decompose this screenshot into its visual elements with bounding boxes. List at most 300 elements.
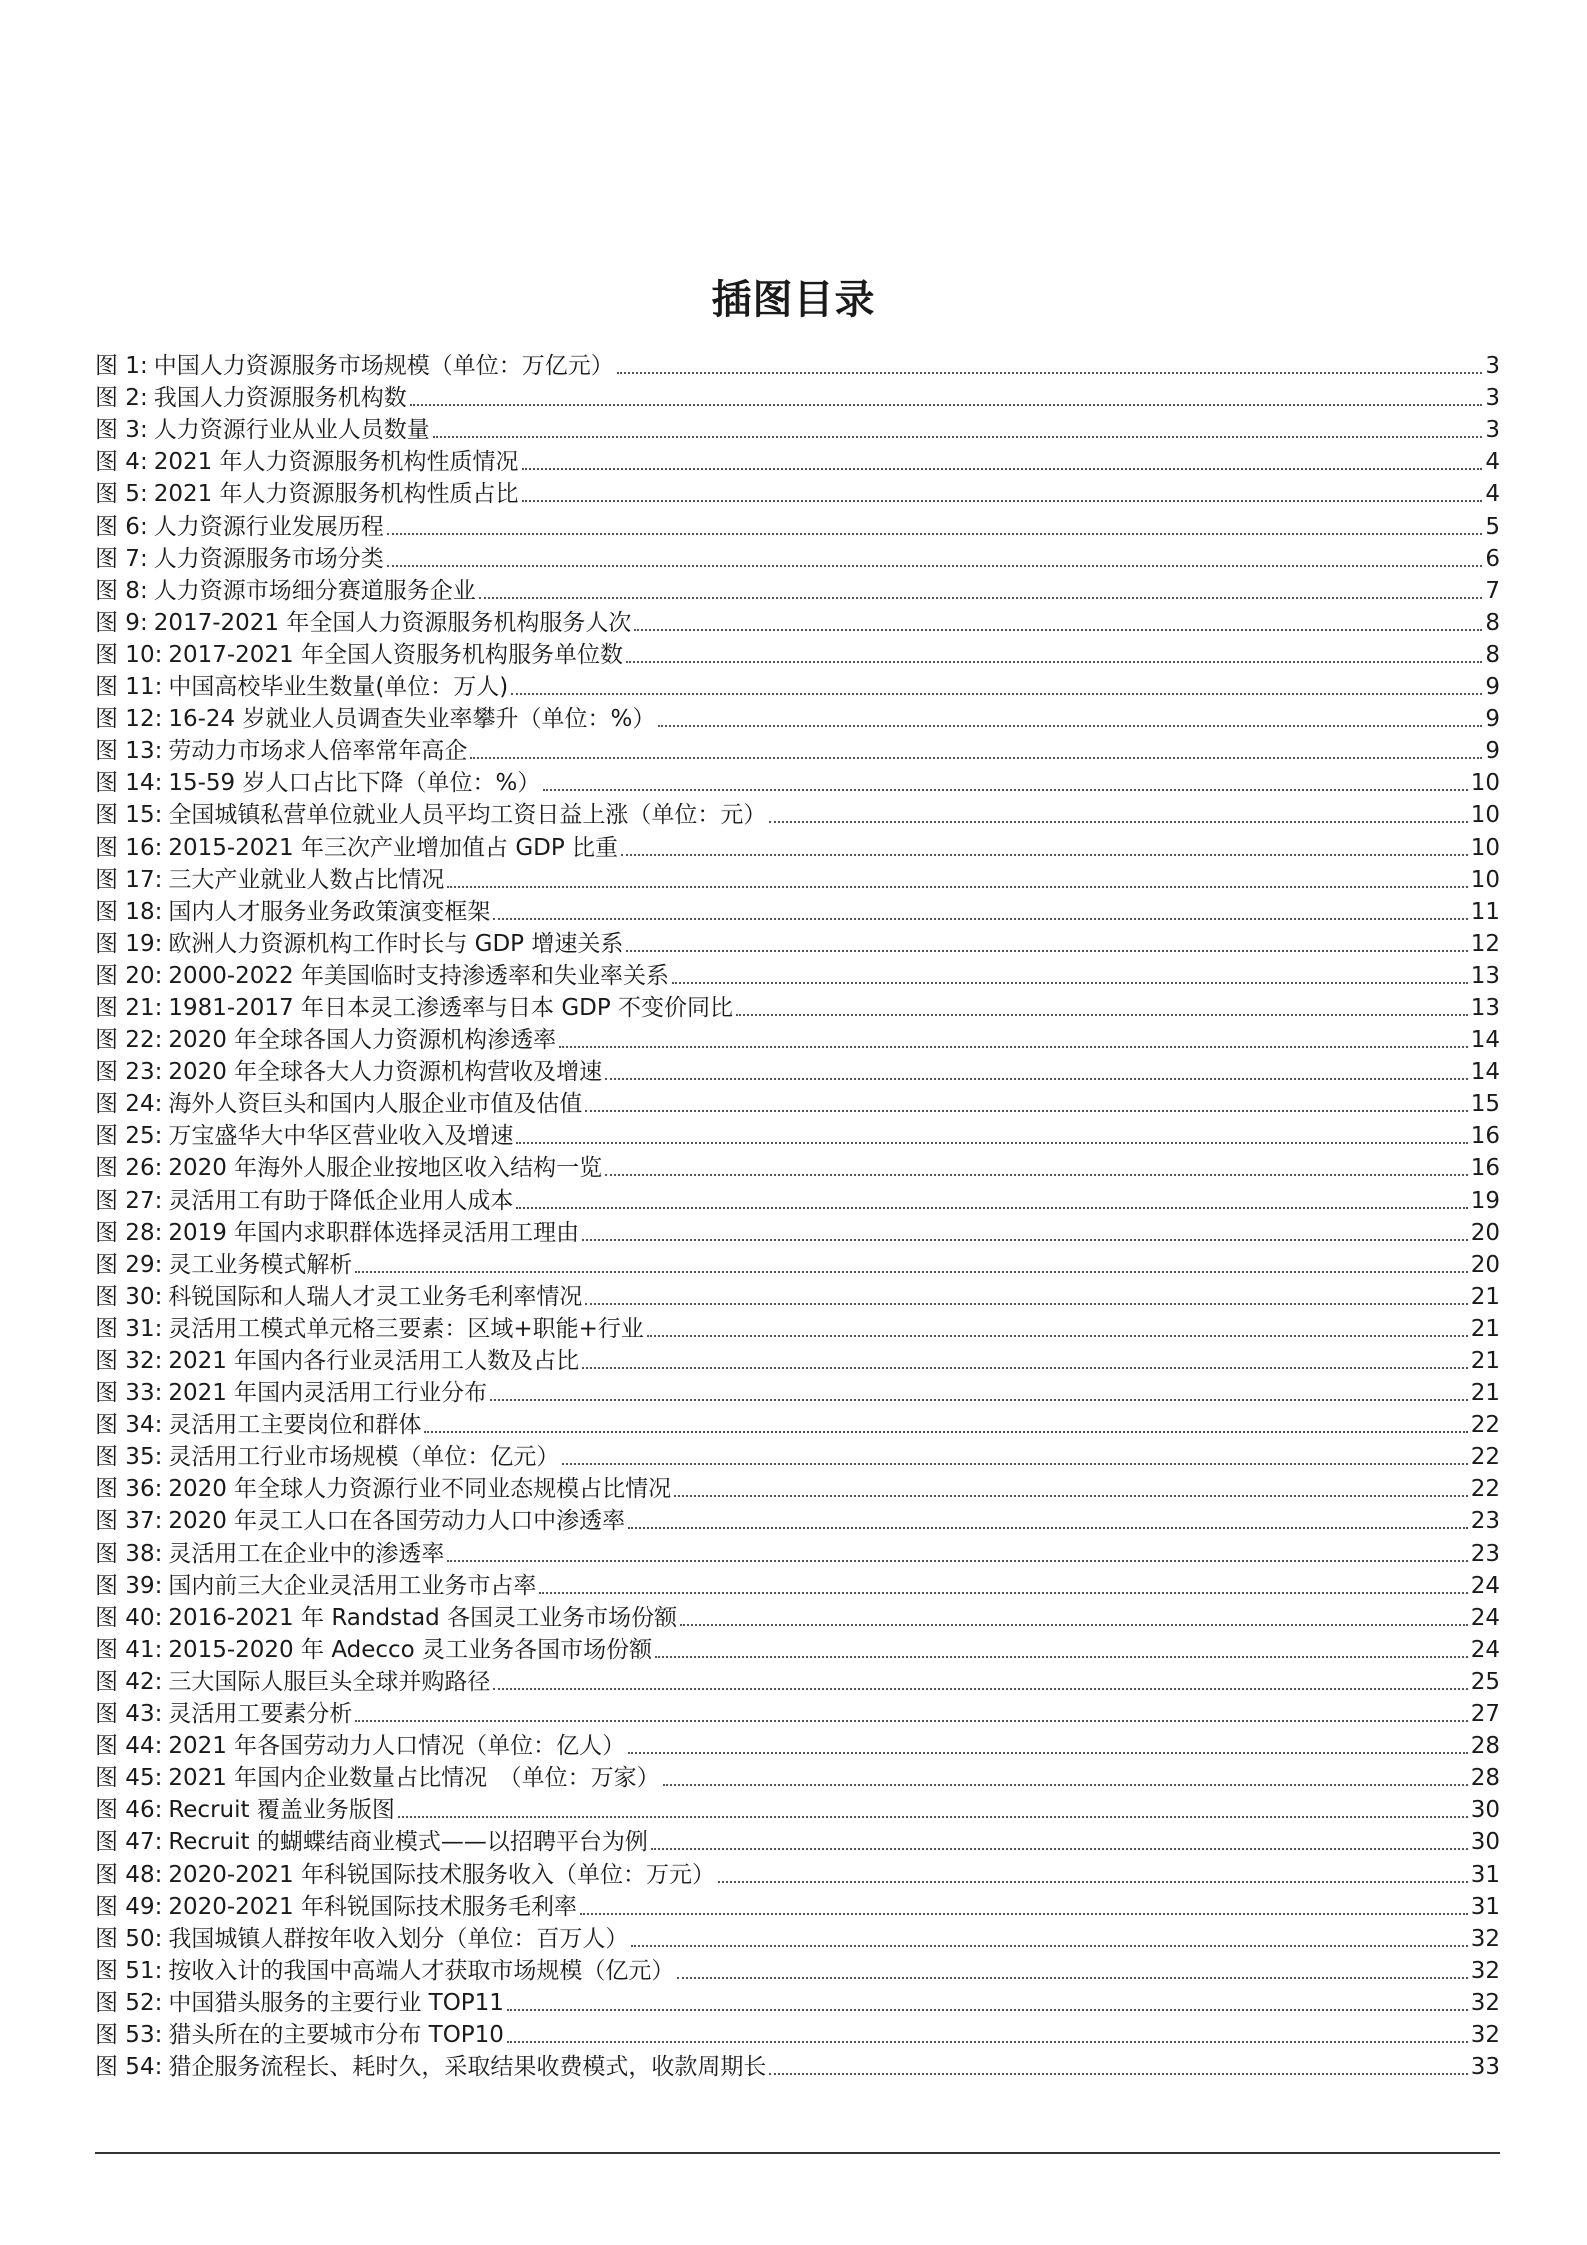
dot-leader [447,886,1467,888]
toc-entry-label [95,1860,715,1890]
page-number: 16 [1470,1155,1500,1182]
toc-entry[interactable] [95,1633,1500,1665]
figure-title: 15-59 岁人口占比下降（单位：%） [168,770,541,797]
page-number: 10 [1470,866,1500,893]
toc-entry-label [95,2020,504,2050]
page-number: 27 [1470,1701,1500,1728]
dot-leader [387,533,1483,535]
figure-title: 16-24 岁就业人员调查失业率攀升（单位：%） [168,706,656,733]
dot-leader [516,1142,1467,1144]
figure-number: 图 10: [95,641,163,668]
toc-entry-label [95,1089,582,1119]
page-number: 24 [1470,1572,1500,1599]
toc-entry[interactable] [95,1280,1500,1312]
figure-title: Recruit 覆盖业务版图 [168,1797,395,1824]
dot-leader [493,918,1467,920]
dot-leader [605,1078,1468,1080]
page-number: 24 [1470,1604,1500,1631]
toc-entry[interactable] [95,1922,1500,1954]
figure-title: 海外人资巨头和国内人服企业市值及估值 [168,1091,583,1118]
dot-leader [543,789,1467,791]
toc-entry[interactable] [95,1504,1500,1536]
dot-leader [387,565,1483,567]
dot-leader [626,661,1482,663]
toc-entry-label [95,833,618,863]
figure-title: 灵活用工行业市场规模（单位：亿元） [168,1444,560,1471]
toc-entry-label [95,865,444,895]
figure-number: 图 46: [95,1797,163,1824]
page-number: 32 [1470,1925,1500,1952]
figure-title: 人力资源市场细分赛道服务企业 [153,577,476,604]
dot-leader [562,1463,1467,1465]
figure-title: 2020-2021 年科锐国际技术服务收入（单位：万元） [168,1861,716,1888]
figure-title: 2021 年国内企业数量占比情况 （单位：万家） [168,1765,660,1792]
toc-entry[interactable] [95,991,1500,1023]
figure-number: 图 1: [95,353,148,380]
figure-number: 图 15: [95,802,163,829]
toc-entry[interactable] [95,895,1500,927]
figure-number: 图 36: [95,1476,163,1503]
dot-leader [605,1174,1468,1176]
toc-entry[interactable] [95,1055,1500,1087]
page-number: 16 [1470,1123,1500,1150]
page-number: 10 [1470,770,1500,797]
figure-number: 图 37: [95,1508,163,1535]
page-number: 24 [1470,1636,1500,1663]
toc-entry[interactable] [95,766,1500,798]
toc-entry[interactable] [95,1761,1500,1793]
page-number: 9 [1485,674,1500,701]
figure-title: 2020 年全球人力资源行业不同业态规模占比情况 [168,1476,672,1503]
page-number: 28 [1470,1733,1500,1760]
figure-title: 2020 年全球各国人力资源机构渗透率 [168,1027,557,1054]
toc-entry[interactable] [95,1151,1500,1183]
toc-entry[interactable] [95,1793,1500,1825]
page-number: 7 [1485,577,1500,604]
page-number: 9 [1485,738,1500,765]
figure-title: 2019 年国内求职群体选择灵活用工理由 [168,1219,580,1246]
toc-entry-label [95,1282,582,1312]
figure-title: 三大产业就业人数占比情况 [168,866,445,893]
figure-number: 图 6: [95,513,148,540]
toc-entry-label [95,1892,577,1922]
toc-entry-label [95,1057,602,1087]
figure-title: 2020 年灵工人口在各国劳动力人口中渗透率 [168,1508,626,1535]
toc-entry[interactable] [95,542,1500,574]
toc-entry-label [95,961,669,991]
dot-leader [582,1367,1468,1369]
figure-number: 图 9: [95,609,148,636]
toc-entry[interactable] [95,863,1500,895]
figure-number: 图 20: [95,962,163,989]
figure-title: 2017-2021 年全国人资服务机构服务单位数 [168,641,624,668]
toc-entry[interactable] [95,1408,1500,1440]
figure-title: 2021 年国内各行业灵活用工人数及占比 [168,1348,580,1374]
toc-entry[interactable] [95,1890,1500,1922]
figure-title: 灵活用工主要岗位和群体 [168,1412,422,1439]
dot-leader [651,1848,1468,1850]
figure-number: 图 28: [95,1219,163,1246]
figure-number: 图 41: [95,1636,163,1663]
page-number: 12 [1470,930,1500,957]
toc-entry-label [95,1442,559,1472]
page-number: 25 [1470,1668,1500,1695]
toc-entry[interactable] [95,702,1500,734]
figure-title: 灵活用工有助于降低企业用人成本 [168,1187,514,1214]
figure-title: 全国城镇私营单位就业人员平均工资日益上涨（单位：元） [168,802,767,829]
toc-entry[interactable] [95,927,1500,959]
toc-entry-label [95,736,467,766]
dot-leader [677,1977,1467,1979]
page-number: 22 [1470,1412,1500,1439]
dot-leader [355,1271,1467,1273]
page-number: 21 [1470,1283,1500,1310]
figure-number: 图 29: [95,1251,163,1278]
dot-leader [628,1527,1468,1529]
figure-number: 图 26: [95,1155,163,1182]
figure-number: 图 18: [95,898,163,925]
toc-entry-label [95,544,384,574]
figure-title: 2021 年各国劳动力人口情况（单位：亿人） [168,1733,626,1760]
figure-title: 我国人力资源服务机构数 [153,385,407,412]
figure-title: 2020 年全球各大人力资源机构营收及增速 [168,1059,603,1086]
figure-number: 图 19: [95,930,163,957]
toc-entry[interactable] [95,1569,1500,1601]
toc-entry-label [95,1314,644,1344]
page-number: 22 [1470,1476,1500,1503]
figure-number: 图 30: [95,1283,163,1310]
toc-entry-label [95,576,476,606]
toc-entry[interactable] [95,1665,1500,1697]
toc-entry-label [95,1250,352,1280]
figure-number: 图 13: [95,738,163,765]
toc-entry-label [95,2052,766,2082]
figure-title: 三大国际人服巨头全球并购路径 [168,1668,491,1695]
toc-entry[interactable] [95,1857,1500,1889]
dot-leader [621,854,1468,856]
toc-entry[interactable] [95,349,1500,381]
toc-entry-label [95,672,508,702]
toc-entry[interactable] [95,1216,1500,1248]
toc-entry-label [95,1635,652,1665]
page-number: 3 [1485,385,1500,412]
dot-leader [507,2009,1468,2011]
toc-entry[interactable] [95,1954,1500,1986]
figure-title: 劳动力市场求人倍率常年高企 [168,738,468,765]
figure-number: 图 35: [95,1444,163,1471]
dot-leader [582,1239,1468,1241]
figure-title: Recruit 的蝴蝶结商业模式——以招聘平台为例 [168,1829,648,1856]
toc-entry[interactable] [95,606,1500,638]
figure-number: 图 2: [95,385,148,412]
page-number: 21 [1470,1315,1500,1342]
page-number: 31 [1470,1861,1500,1888]
figure-number: 图 23: [95,1059,163,1086]
dot-leader [655,1656,1468,1658]
page-number: 6 [1485,545,1500,572]
dot-leader [410,404,1483,406]
toc-entry[interactable] [95,1312,1500,1344]
dot-leader [522,500,1483,502]
toc-entry-label [95,1506,625,1536]
page-number: 4 [1485,481,1500,508]
toc-entry[interactable] [95,1023,1500,1055]
figure-title: 人力资源行业发展历程 [153,513,384,540]
figure-number: 图 40: [95,1604,163,1631]
dot-leader [522,468,1483,470]
figure-number: 图 12: [95,706,163,733]
figure-number: 图 31: [95,1315,163,1342]
figure-number: 图 39: [95,1572,163,1599]
figure-title: 猎企服务流程长、耗时久，采取结果收费模式，收款周期长 [168,2054,767,2081]
toc-entry[interactable] [95,574,1500,606]
toc-entry[interactable] [95,1376,1500,1408]
figure-number: 图 21: [95,994,163,1021]
figure-title: 国内人才服务业务政策演变框架 [168,898,491,925]
toc-entry[interactable] [95,1825,1500,1857]
toc-entry-label [95,1025,556,1055]
toc-entry-label [95,415,430,445]
figure-title: 人力资源服务市场分类 [153,545,384,572]
figure-number: 图 52: [95,1989,163,2016]
page-number: 4 [1485,449,1500,476]
toc-entry[interactable] [95,509,1500,541]
page-number: 8 [1485,641,1500,668]
dot-leader [585,1110,1467,1112]
figure-number: 图 48: [95,1861,163,1888]
page-number: 19 [1470,1187,1500,1214]
figure-title: 2021 年人力资源服务机构性质情况 [153,449,519,476]
figure-number: 图 49: [95,1893,163,1920]
dot-leader [769,2073,1467,2075]
toc-entry-label [95,1186,513,1216]
toc-entry[interactable] [95,1536,1500,1568]
figure-number: 图 44: [95,1733,163,1760]
page-number: 10 [1470,802,1500,829]
toc-entry[interactable] [95,638,1500,670]
figure-number: 图 38: [95,1540,163,1567]
toc-entry-label [95,351,614,381]
figure-number: 图 47: [95,1829,163,1856]
page-number: 13 [1470,962,1500,989]
toc-entry[interactable] [95,1986,1500,2018]
toc-entry[interactable] [95,1344,1500,1376]
page-number: 9 [1485,706,1500,733]
toc-entry-label [95,1474,671,1504]
figure-number: 图 43: [95,1701,163,1728]
toc-entry[interactable] [95,1601,1500,1633]
figure-number: 图 17: [95,866,163,893]
toc-entry-label [95,383,407,413]
figure-number: 图 42: [95,1668,163,1695]
figure-title: 按收入计的我国中高端人才获取市场规模（亿元） [168,1957,675,1984]
dot-leader [718,1881,1468,1883]
toc-entry[interactable] [95,1183,1500,1215]
toc-entry-label [95,704,655,734]
figure-number: 图 25: [95,1123,163,1150]
page-number: 3 [1485,353,1500,380]
dot-leader [617,372,1483,374]
dot-leader [516,1207,1467,1209]
figure-number: 图 54: [95,2054,163,2081]
page-number: 13 [1470,994,1500,1021]
toc-entry-label [95,929,623,959]
figure-title: 2021 年国内灵活用工行业分布 [168,1380,488,1407]
page-title: 插图目录 [711,277,876,323]
figure-title: 猎头所在的主要城市分布 TOP10 [168,2021,504,2048]
toc-entry-label [95,1410,421,1440]
figure-title: 中国高校毕业生数量(单位：万人) [168,674,509,701]
toc-entry[interactable] [95,1440,1500,1472]
dot-leader [736,1014,1468,1016]
page-number: 5 [1485,513,1500,540]
dot-leader [647,1335,1468,1337]
toc-entry[interactable] [95,2018,1500,2050]
page-number: 28 [1470,1765,1500,1792]
page-number: 11 [1470,898,1500,925]
page-number: 33 [1470,2054,1500,2081]
page-number: 32 [1470,1989,1500,2016]
toc-entry[interactable] [95,381,1500,413]
toc-entry-label [95,1956,674,1986]
toc-entry-label [95,1378,487,1408]
toc-entry[interactable] [95,798,1500,830]
dot-leader [580,1913,1468,1915]
figure-number: 图 27: [95,1187,163,1214]
page-number: 22 [1470,1444,1500,1471]
figure-title: 人力资源行业从业人员数量 [153,417,430,444]
toc-entry-label [95,1795,395,1825]
toc-entry-label [95,1763,660,1793]
toc-entry-label [95,447,519,477]
dot-leader [511,693,1482,695]
figure-title: 科锐国际和人瑞人才灵工业务毛利率情况 [168,1283,583,1310]
figure-title: 2020-2021 年科锐国际技术服务毛利率 [168,1893,578,1920]
dot-leader [493,1688,1467,1690]
dot-leader [490,1399,1468,1401]
figure-number: 图 7: [95,545,148,572]
figure-title: 灵活用工要素分析 [168,1701,353,1728]
figure-title: 我国城镇人群按年收入划分（单位：百万人） [168,1925,629,1952]
dot-leader [559,1046,1468,1048]
dot-leader [507,2041,1468,2043]
toc-entry[interactable] [95,2050,1500,2082]
page-number: 8 [1485,609,1500,636]
figure-title: 欧洲人力资源机构工作时长与 GDP 增速关系 [168,930,624,957]
dot-leader [672,982,1468,984]
toc-entry[interactable] [95,670,1500,702]
dot-leader [479,597,1483,599]
toc-entry-label [95,1603,677,1633]
toc-entry[interactable] [95,477,1500,509]
toc-entry[interactable] [95,734,1500,766]
page-number: 31 [1470,1893,1500,1920]
figure-title: 灵活用工模式单元格三要素：区域+职能+行业 [168,1315,644,1342]
page-number: 3 [1485,417,1500,444]
dot-leader [631,1945,1467,1947]
toc-entry[interactable] [95,445,1500,477]
figure-number: 图 32: [95,1348,163,1374]
dot-leader [658,725,1482,727]
dot-leader [424,1431,1467,1433]
figure-title: 2016-2021 年 Randstad 各国灵工业务市场份额 [168,1604,678,1631]
page-number: 23 [1470,1540,1500,1567]
toc-entry-label [95,1218,579,1248]
dot-leader [769,821,1467,823]
toc-entry-label [95,1667,490,1697]
toc-entry[interactable] [95,959,1500,991]
dot-leader [674,1495,1468,1497]
figure-number: 图 16: [95,834,163,861]
figure-title: 2000-2022 年美国临时支持渗透率和失业率关系 [168,962,670,989]
figure-number: 图 34: [95,1412,163,1439]
page-number: 30 [1470,1829,1500,1856]
figure-number: 图 11: [95,674,163,701]
dot-leader [433,436,1483,438]
toc-entry-label [95,1153,602,1183]
page-number: 14 [1470,1059,1500,1086]
toc-entry-label [95,800,766,830]
figure-number: 图 24: [95,1091,163,1118]
toc-entry-label [95,640,623,670]
toc-entry-label [95,1346,579,1376]
toc-entry-label [95,479,519,509]
page-number: 20 [1470,1219,1500,1246]
toc-entry-label [95,993,733,1023]
toc-entry[interactable] [95,1087,1500,1119]
toc-entry-label [95,1924,628,1954]
dot-leader [447,1560,1467,1562]
figure-number: 图 22: [95,1027,163,1054]
dot-leader [585,1303,1467,1305]
toc-entry-label [95,608,631,638]
toc-entry-label [95,512,384,542]
dot-leader [628,1752,1468,1754]
figure-title: 2017-2021 年全国人力资源服务机构服务人次 [153,609,632,636]
toc-entry-label [95,1731,625,1761]
figure-title: 灵活用工在企业中的渗透率 [168,1540,445,1567]
page-number: 32 [1470,1957,1500,1984]
figure-title: 中国人力资源服务市场规模（单位：万亿元） [153,353,614,380]
figure-number: 图 50: [95,1925,163,1952]
toc-entry[interactable] [95,413,1500,445]
figure-title: 2015-2020 年 Adecco 灵工业务各国市场份额 [168,1636,653,1663]
toc-entry[interactable] [95,1729,1500,1761]
figure-number: 图 33: [95,1380,163,1407]
page-number: 10 [1470,834,1500,861]
figure-number: 图 5: [95,481,148,508]
toc-entry-label [95,768,540,798]
figure-number: 图 45: [95,1765,163,1792]
toc-entry[interactable] [95,1119,1500,1151]
toc-entry-label [95,1699,352,1729]
toc-entry[interactable] [95,1697,1500,1729]
figure-number: 图 3: [95,417,148,444]
figure-title: 灵工业务模式解析 [168,1251,353,1278]
figure-title: 中国猎头服务的主要行业 TOP11 [168,1989,504,2016]
toc-entry[interactable] [95,1248,1500,1280]
dot-leader [470,757,1482,759]
toc-entry-label [95,1121,513,1151]
page-number: 21 [1470,1380,1500,1407]
page-number: 32 [1470,2021,1500,2048]
page-number: 15 [1470,1091,1500,1118]
dot-leader [355,1720,1467,1722]
toc-entry[interactable] [95,1472,1500,1504]
toc-entry[interactable] [95,830,1500,862]
toc-entry-label [95,897,490,927]
page-number: 14 [1470,1027,1500,1054]
